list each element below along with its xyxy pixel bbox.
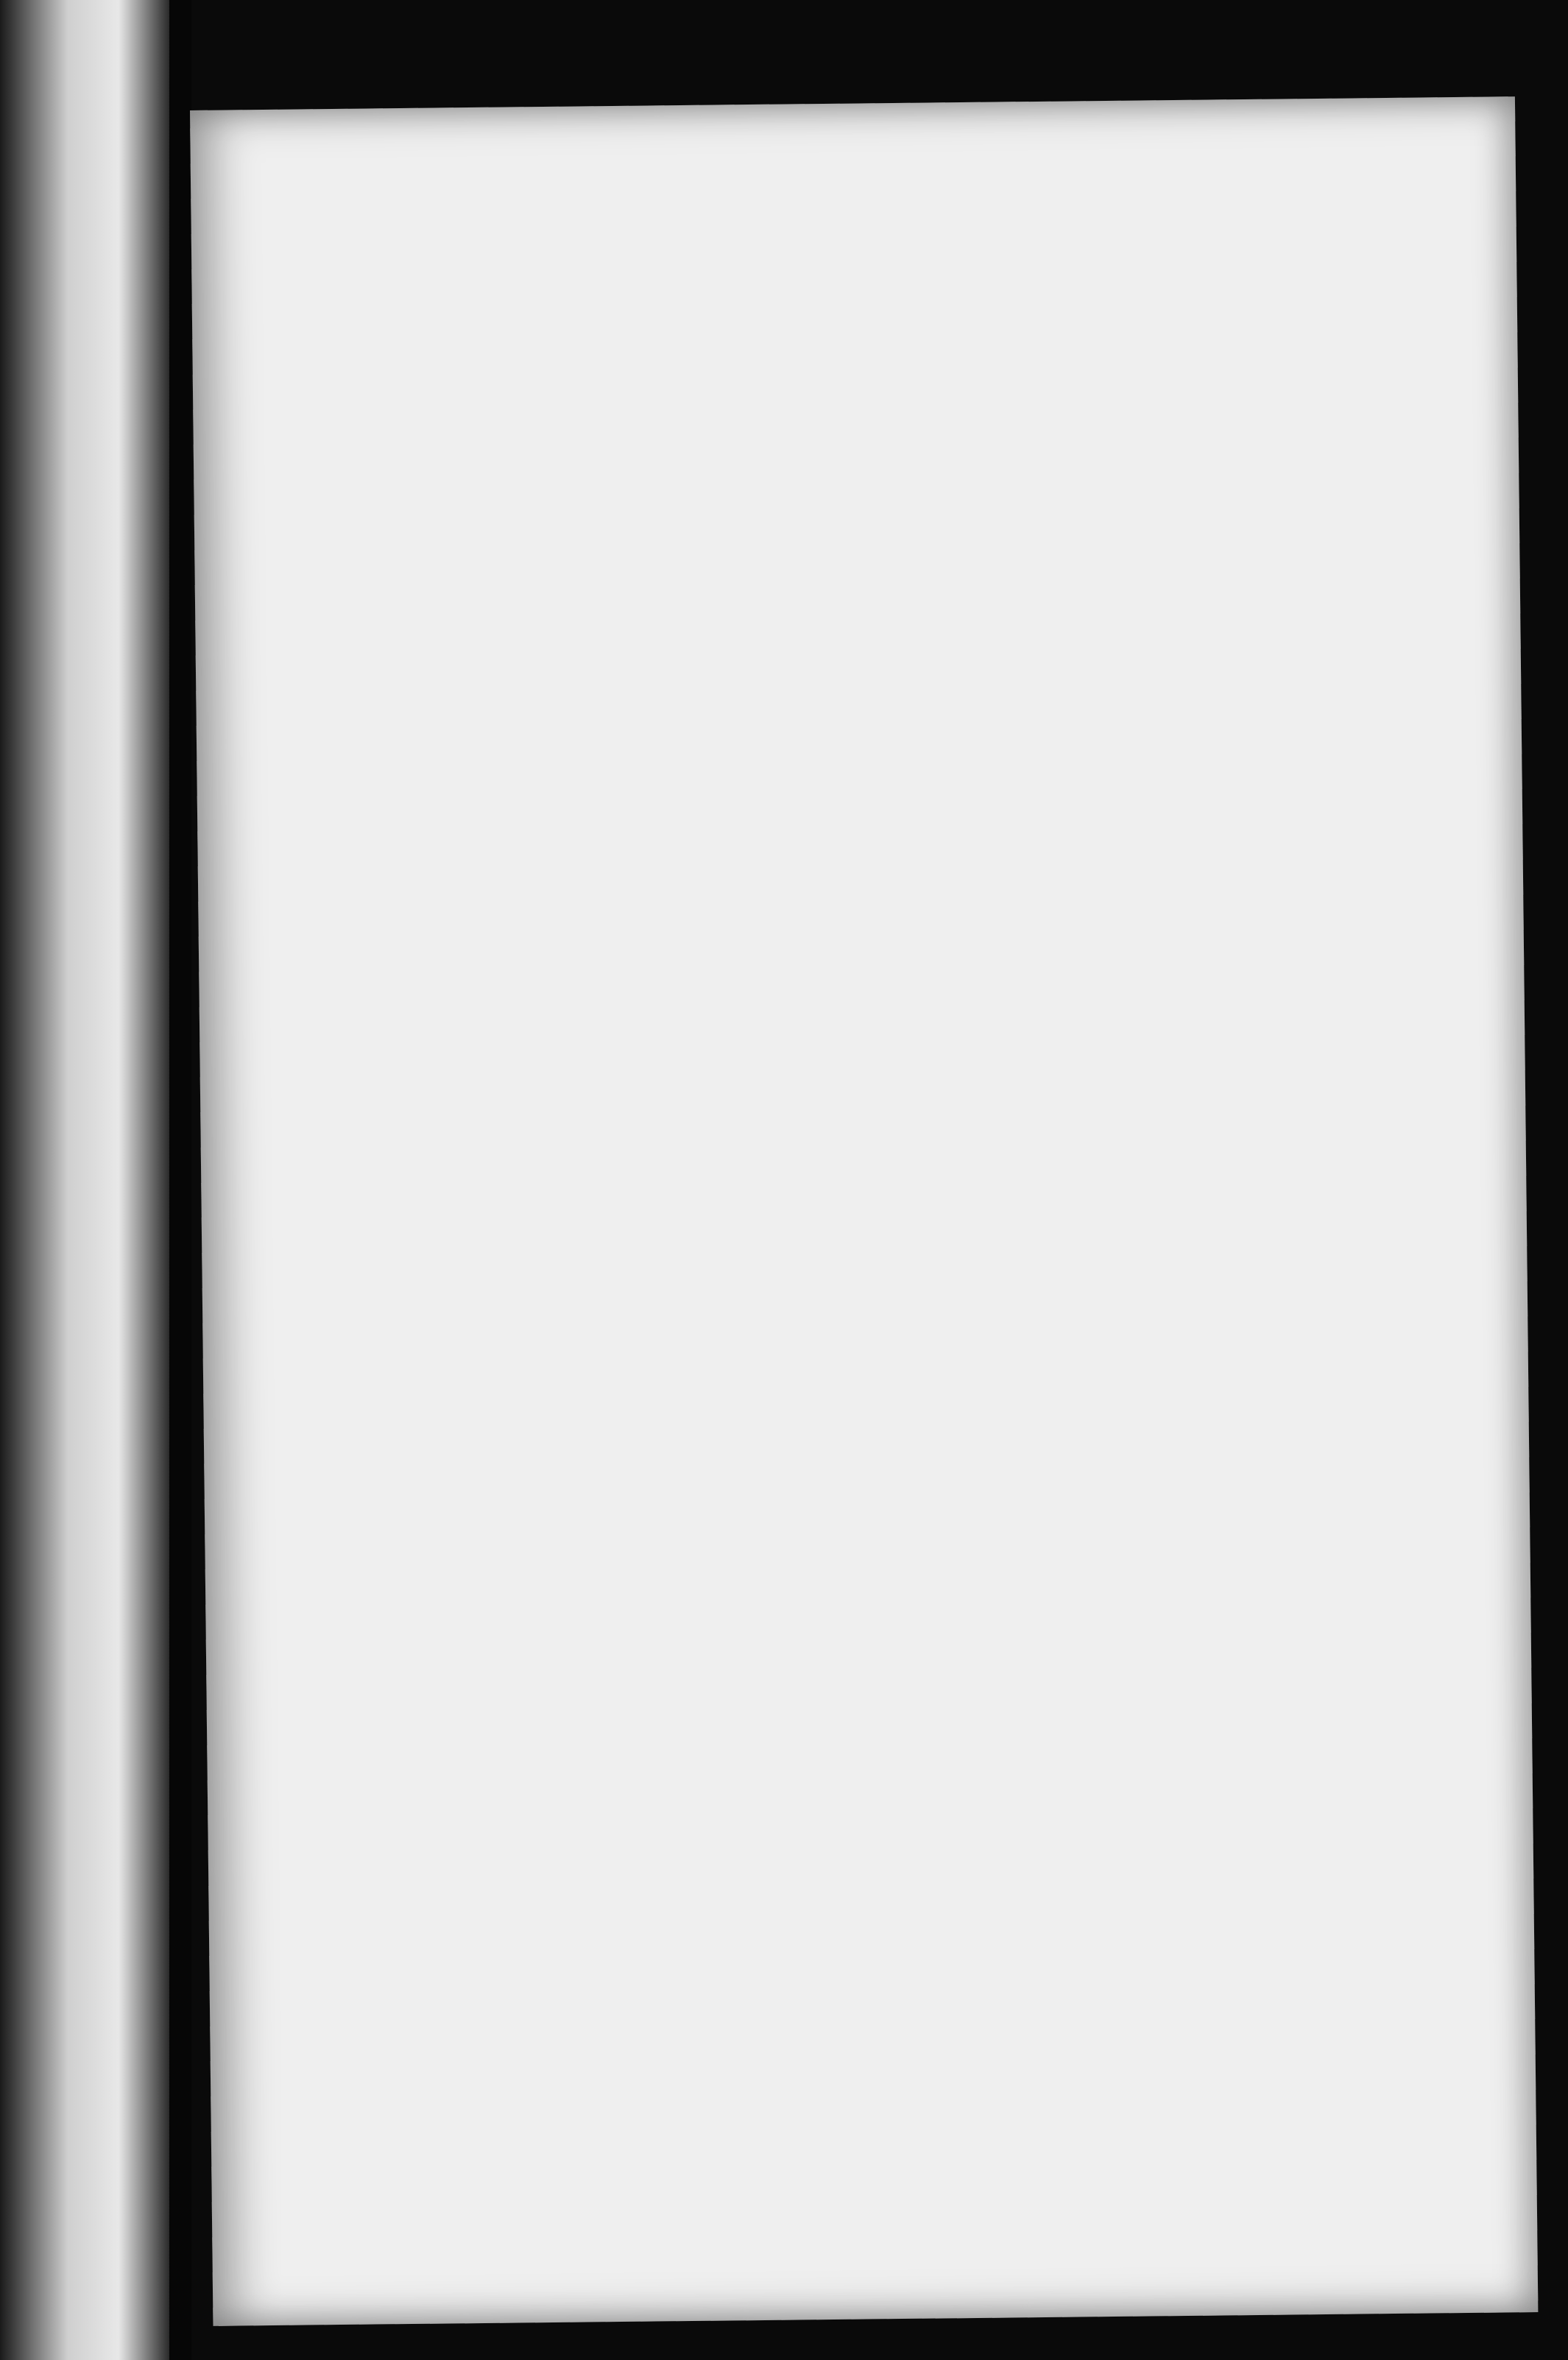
book-gutter (169, 0, 191, 2360)
book-page (190, 96, 1538, 2326)
running-head (302, 237, 1429, 300)
page-content (302, 237, 1429, 300)
facing-page-edge (0, 0, 169, 2360)
